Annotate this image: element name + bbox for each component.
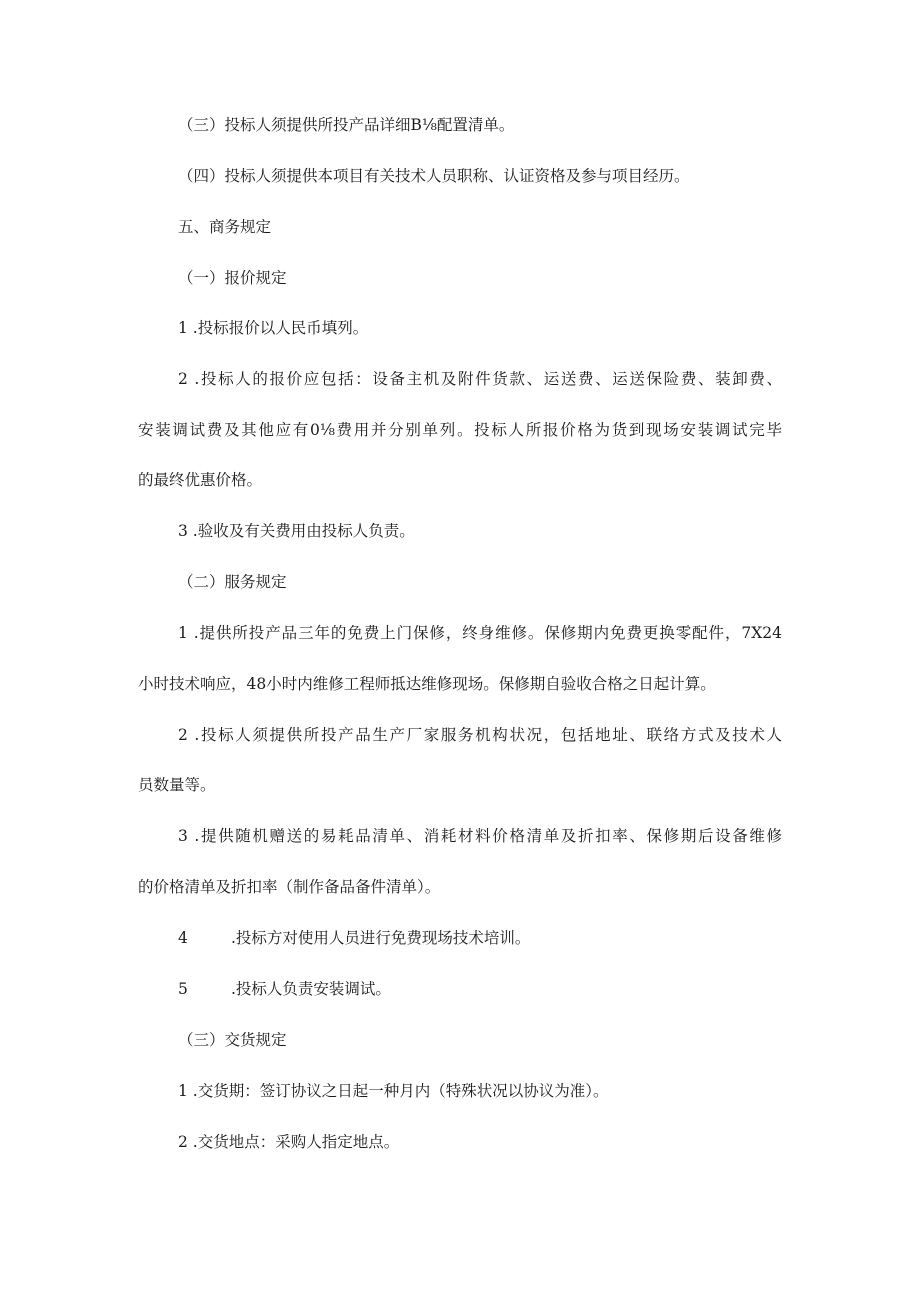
service-item-4 [178, 928, 530, 948]
service-item-4-number: 4 [178, 929, 188, 947]
delivery-item-2: 2 .交货地点：采购人指定地点。 [178, 1133, 400, 1151]
paragraph-4-bidder-staff-qualifications: （四）投标人须提供本项目有关技术人员职称、认证资格及参与项目经历。 [178, 167, 690, 185]
service-item-2-line-1: 2 .投标人须提供所投产品生产厂家服务机构状况，包括地址、联络方式及技术人 [178, 726, 782, 744]
paragraph-3-bidder-config-list: （三）投标人须提供所投产品详细B⅛配置清单。 [178, 116, 515, 134]
service-item-1-line-2: 小时技术响应，48小时内维修工程师抵达维修现场。保修期自验收合格之日起计算。 [138, 675, 716, 693]
service-item-1-line-1: 1 .提供所投产品三年的免费上门保修，终身维修。保修期内免费更换零配件，7X24 [178, 624, 782, 642]
service-item-2-line-2: 员数量等。 [138, 776, 216, 794]
delivery-item-1: 1 .交货期：签订协议之日起一种月内（特殊状况以协议为准）。 [178, 1082, 609, 1100]
subsection-heading-delivery-rules: （三）交货规定 [178, 1031, 287, 1049]
quotation-item-2-line-1: 2 .投标人的报价应包括：设备主机及附件货款、运送费、运送保险费、装卸费、 [178, 370, 782, 388]
service-item-3-line-1: 3 .提供随机赠送的易耗品清单、消耗材料价格清单及折扣率、保修期后设备维修 [178, 827, 782, 845]
service-item-4-text: .投标方对使用人员进行免费现场技术培训。 [231, 929, 531, 947]
service-item-3-line-2: 的价格清单及折扣率（制作备品备件清单）。 [138, 878, 441, 896]
quotation-item-3: 3 .验收及有关费用由投标人负责。 [178, 522, 415, 540]
section-heading-business-rules: 五、商务规定 [178, 218, 272, 236]
subsection-heading-service-rules: （二）服务规定 [178, 573, 287, 591]
quotation-item-2-line-3: 的最终优惠价格。 [138, 471, 263, 489]
subsection-heading-quotation-rules: （一）报价规定 [178, 269, 287, 287]
service-item-5-number: 5 [178, 980, 188, 998]
quotation-item-1: 1 .投标报价以人民币填列。 [178, 319, 369, 337]
service-item-5 [178, 979, 391, 999]
quotation-item-2-line-2: 安装调试费及其他应有0⅛费用并分别单列。投标人所报价格为货到现场安装调试完毕 [138, 421, 782, 439]
service-item-5-text: .投标人负责安装调试。 [231, 980, 391, 998]
